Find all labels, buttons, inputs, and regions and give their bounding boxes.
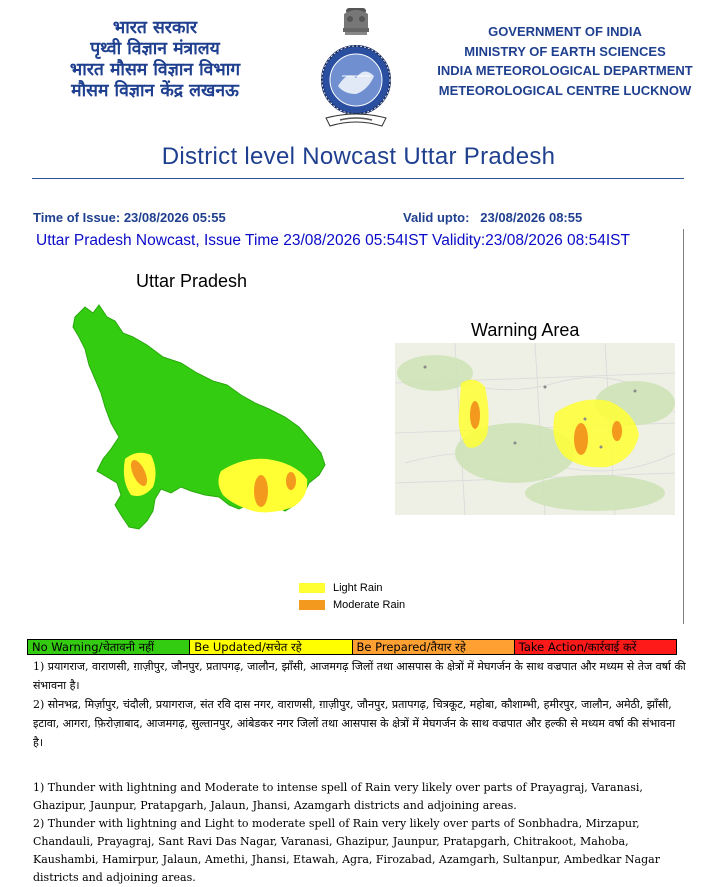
warning-moderate-zone: [470, 401, 480, 429]
moderate-rain-zone: [254, 475, 268, 507]
valid-upto-label: Valid upto:: [403, 210, 470, 225]
warning-level-take-action: Take Action/कार्रवाई करें: [515, 640, 676, 654]
warning-moderate-zone: [612, 421, 622, 441]
warning-moderate-zone: [574, 423, 588, 455]
header-hindi-line: भारत मौसम विज्ञान विभाग: [69, 60, 241, 80]
legend-label: Light Rain: [333, 581, 383, 594]
issue-time-value: 23/08/2026 05:55: [123, 210, 226, 225]
nowcast-map-panel: [33, 229, 684, 624]
header-english-line: METEOROLOGICAL CENTRE LUCKNOW: [438, 82, 692, 98]
issue-time: [33, 210, 226, 225]
header-hindi: [40, 18, 270, 102]
hindi-forecast-item: 1) प्रयागराज, वाराणसी, ग़ाज़ीपुर, जौनपुर, प्रतापगढ़, जालौन, झाँसी, आजमगढ़ जिलों तथा आसपास के क्षेत्रों में मेघगर्जन के साथ वज्रपात और मध्यम से तेज वर्षा की संभावना है।: [33, 660, 686, 692]
legend-swatch-light-rain: [299, 583, 325, 593]
legend-swatch-moderate-rain: [299, 600, 325, 610]
legend-item: [299, 579, 405, 596]
header-english-line: GOVERNMENT OF INDIA: [488, 24, 642, 39]
issue-time-label: Time of Issue:: [33, 210, 121, 225]
valid-upto: [403, 210, 582, 225]
title-divider: [32, 178, 684, 179]
page-title: District level Nowcast Uttar Pradesh: [161, 143, 556, 170]
english-forecast-text: [33, 779, 688, 887]
legend-label: Moderate Rain: [333, 598, 406, 611]
hindi-forecast-item: 2) सोनभद्र, मिर्ज़ापुर, चंदौली, प्रयागराज, संत रवि दास नगर, वाराणसी, ग़ाज़ीपुर, जौनपुर, प्रतापगढ़, चित्रकूट, महोबा, कौशाम्भी, हमीरपुर, जालौन, अमेठी, झाँसी, इटावा, आगरा, फ़िरोज़ाबाद, आजमगढ़, सुल्तानपुर, आंबेडकर नगर जिलों तथा आसपास के क्षेत्रों में मेघगर्जन के साथ वज्रपात और हल्की से मध्यम वर्षा की संभावना है।: [33, 698, 676, 749]
warning-level-be-prepared: Be Prepared/तैयार रहे: [353, 640, 515, 654]
warning-area-label: Warning Area: [471, 320, 580, 340]
warning-level-bar: [27, 639, 677, 655]
header-hindi-line: मौसम विज्ञान केंद्र लखनऊ: [71, 81, 239, 101]
state-map-label: Uttar Pradesh: [136, 271, 248, 291]
warning-level-be-updated: Be Updated/सचेत रहे: [190, 640, 352, 654]
moderate-rain-zone: [286, 472, 296, 490]
valid-upto-value: 23/08/2026 08:55: [480, 210, 583, 225]
header-english-line: INDIA METEOROLOGICAL DEPARTMENT: [437, 63, 693, 78]
warning-area-map: [395, 343, 675, 515]
map-legend: [299, 579, 405, 613]
imd-emblem-logo: [316, 6, 396, 134]
uttar-pradesh-map: [63, 299, 333, 534]
header-english-line: MINISTRY OF EARTH SCIENCES: [464, 43, 666, 59]
english-forecast-item: 2) Thunder with lightning and Light to moderate spell of Rain very likely over parts of Sonbhadra, Mirzapur, Chandauli, Prayagraj, Sant Ravi Das Nagar, Varanasi, Ghazipur, Jaunpur, Pratapgarh, Chitrakoot, Mahoba, Kaushambi, Hamirpur, Jalaun, Amethi, Jhansi, Etawah, Agra, Firozabad, Azamgarh, Sultanpur, Ambedkar Nagar districts and adjoining areas.: [33, 817, 660, 884]
header-english: [425, 22, 705, 100]
header-hindi-line: भारत सरकार: [112, 18, 198, 38]
english-forecast-item: 1) Thunder with lightning and Moderate to intense spell of Rain very likely over parts of Prayagraj, Varanasi, Ghazipur, Jaunpur, Pratapgarh, Jalaun, Jhansi, Azamgarh districts and adjoining areas.: [33, 781, 643, 812]
hindi-forecast-text: [33, 657, 688, 752]
legend-item: [299, 596, 405, 613]
map-header: Uttar Pradesh Nowcast, Issue Time 23/08/2026 05:54IST Validity:23/08/2026 08:54IST: [36, 232, 630, 249]
header-hindi-line: पृथ्वी विज्ञान मंत्रालय: [90, 39, 220, 59]
warning-level-no-warning: No Warning/चेतावनी नहीं: [28, 640, 190, 654]
